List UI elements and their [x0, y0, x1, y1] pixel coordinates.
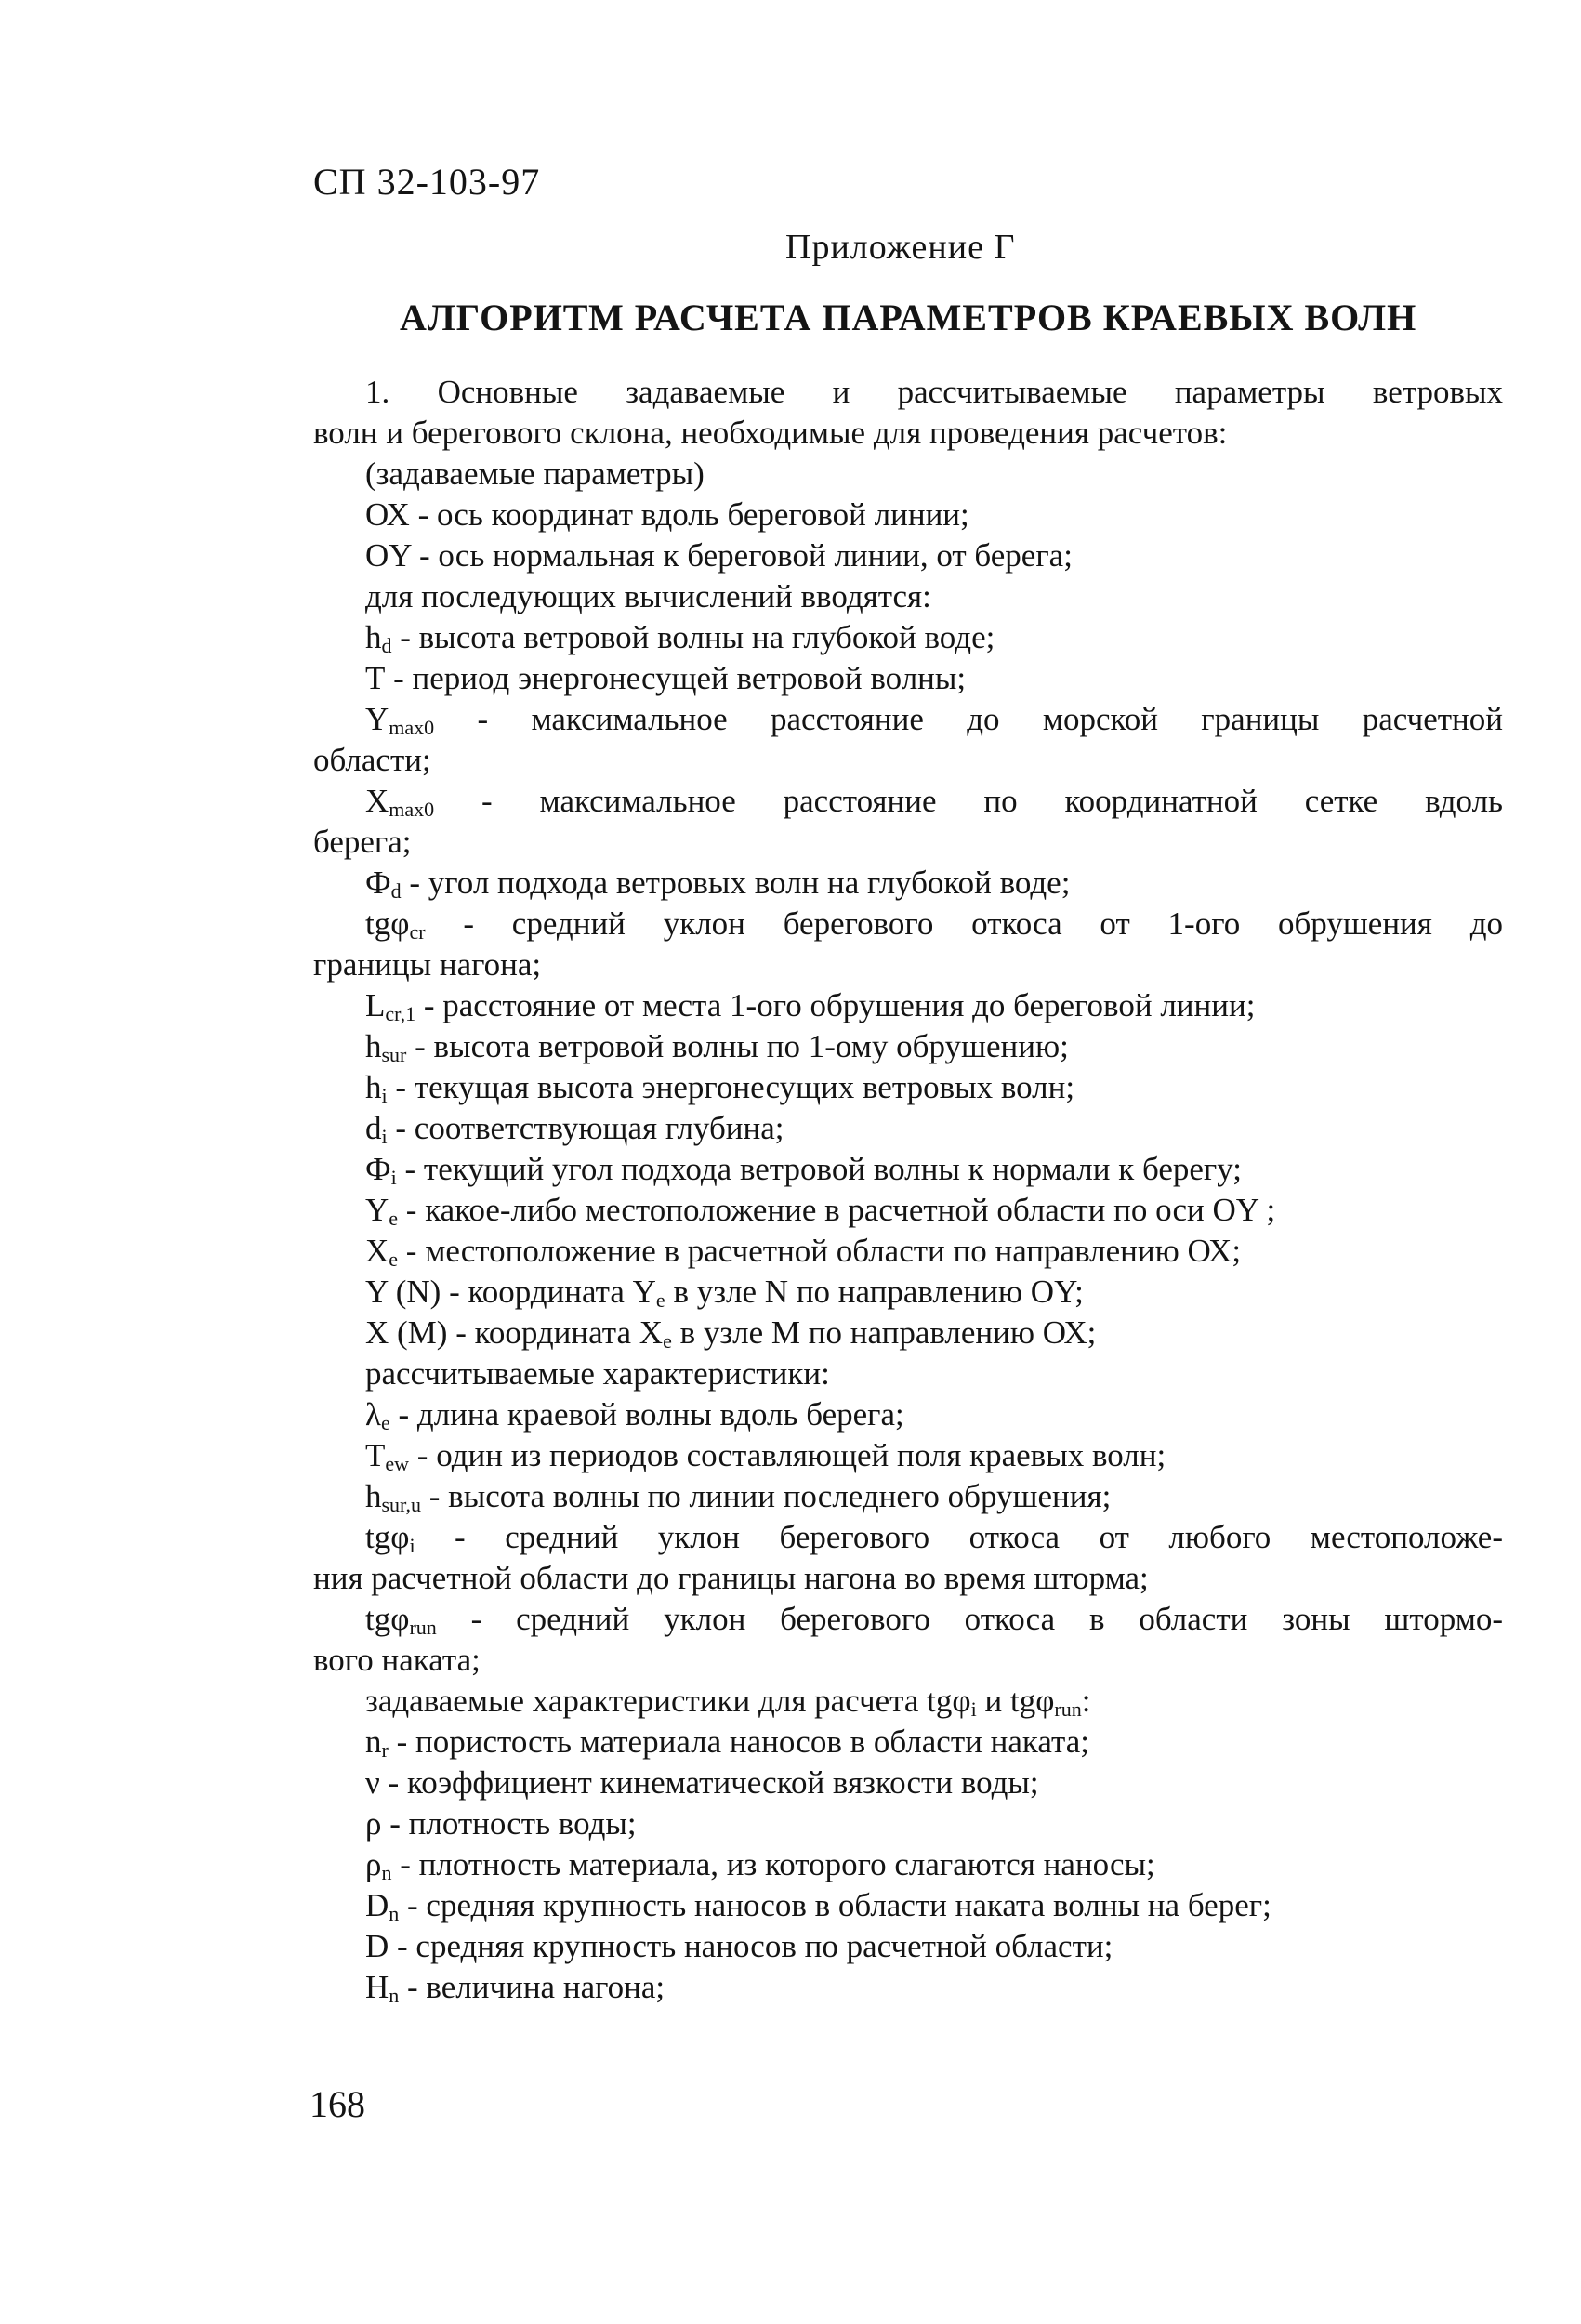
appendix-label: Приложение Г [785, 228, 1016, 267]
page-number: 168 [310, 2083, 365, 2125]
param-oy: ОY - ось нормальная к береговой линии, от берега; [365, 537, 1073, 574]
param-xm: X (M) - координата $X_e$ в узле M по направлению ОХ; [365, 1314, 1097, 1353]
page-title: АЛГОРИТМ РАСЧЕТА ПАРАМЕТРОВ КРАЕВЫХ ВОЛН [400, 297, 1417, 338]
param-tgcr-cont: границы нагона; [313, 946, 542, 983]
param-xmax-cont: берега; [313, 824, 412, 860]
param-tgrun-cont: вого наката; [313, 1642, 481, 1678]
param-di: $d_i$ - соответствующая глубина; [365, 1110, 784, 1148]
param-phii: $Ф_i$ - текущий угол подхода ветровой волны к нормали к берегу; [365, 1151, 1243, 1189]
section-label: задаваемые характеристики для расчета tgφ$_i$ и tgφ$_{run}$: [365, 1683, 1091, 1721]
param-xmax: $X_{max0}$ - максимальное расстояние по координатной сетке вдоль [365, 783, 1503, 821]
param-ymax-cont: области; [313, 742, 431, 778]
param-ye: $Y_e$ - какое-либо местоположение в расчетной области по оси ОY ; [365, 1192, 1276, 1230]
param-tgi-cont: ния расчетной области до границы нагона во время шторма; [313, 1560, 1149, 1596]
document-code: СП 32-103-97 [313, 161, 541, 203]
section-label: (задаваемые параметры) [365, 456, 705, 492]
intro-line: 1. Основные задаваемые и рассчитываемые параметры ветровых [365, 374, 1503, 410]
param-tew: $T_{ew}$ - один из периодов составляющей поля краевых волн; [365, 1437, 1166, 1475]
intro-line: волн и берегового склона, необходимые для проведения расчетов: [313, 415, 1228, 451]
param-ox: ОХ - ось координат вдоль береговой линии; [365, 496, 969, 533]
param-lambda: $\lambda_e$ - длина краевой волны вдоль берега; [365, 1396, 904, 1434]
param-t: Т - период энергонесущей ветровой волны; [365, 660, 967, 696]
param-hd: $h_d$ - высота ветровой волны на глубокой воде; [365, 619, 995, 657]
param-hsuru: $h_{sur,u}$ - высота волны по линии последнего обрушения; [365, 1478, 1112, 1516]
param-phid: $Ф_d$ - угол подхода ветровых волн на глубокой воде; [365, 865, 1071, 903]
param-tgi: tgφ$_i$ - средний уклон берегового откоса от любого местоположе- [365, 1519, 1503, 1557]
param-dn: $D_n$ - средняя крупность наносов в области наката волны на берег; [365, 1887, 1271, 1925]
param-tgcr: tgφ$_{cr}$ - средний уклон берегового откоса от 1-ого обрушения до [365, 905, 1503, 944]
param-xe: $X_e$ - местоположение в расчетной области по направлению ОХ; [365, 1233, 1242, 1271]
param-hsur: $h_{sur}$ - высота ветровой волны по 1-ому обрушению; [365, 1028, 1069, 1066]
param-hi: $h_i$ - текущая высота энергонесущих ветровых волн; [365, 1069, 1075, 1107]
param-d: D - средняя крупность наносов по расчетной области; [365, 1928, 1113, 1964]
param-ymax: $Y_{max0}$ - максимальное расстояние до морской границы расчетной [365, 701, 1503, 739]
param-nr: $n_r$ - пористость материала наносов в области наката; [365, 1723, 1089, 1762]
param-rho: ρ - плотность воды; [365, 1805, 637, 1842]
body-text [313, 372, 1503, 2008]
param-rhon: $\rho_n$ - плотность материала, из которого слагаются наносы; [365, 1846, 1155, 1884]
param-yn: Y (N) - координата $Y_e$ в узле N по направлению ОY; [365, 1274, 1084, 1312]
param-hn: $H_n$ - величина нагона; [365, 1969, 665, 2007]
section-label: рассчитываемые характеристики: [365, 1355, 830, 1392]
section-label: для последующих вычислений вводятся: [365, 578, 931, 614]
param-lcr: $L_{cr,1}$ - расстояние от места 1-ого обрушения до береговой линии; [365, 987, 1256, 1025]
param-nu: ν - коэффициент кинематической вязкости воды; [365, 1764, 1039, 1801]
param-tgrun: tgφ$_{run}$ - средний уклон берегового откоса в области зоны штормо- [365, 1601, 1503, 1639]
